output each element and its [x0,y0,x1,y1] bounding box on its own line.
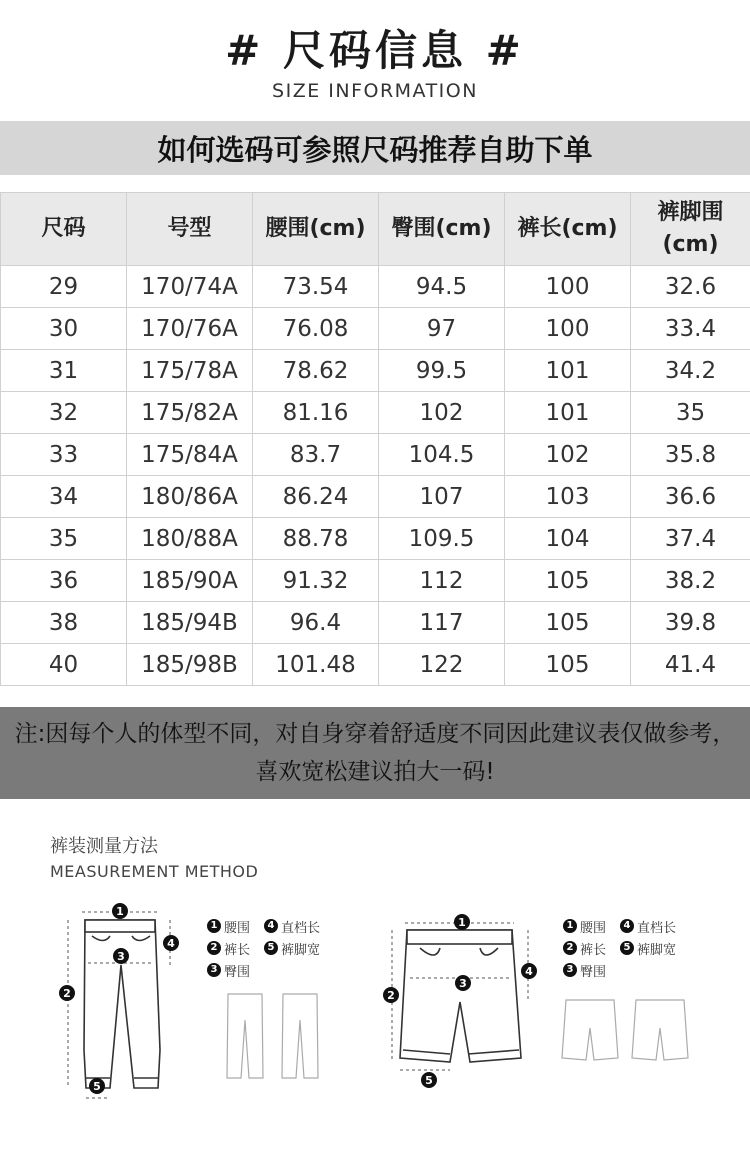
legend-num: 5 [264,941,278,955]
note-banner [0,707,750,799]
table-cell: 29 [1,266,127,308]
column-header: 裤脚围(cm) [631,193,750,266]
legend-label: 裤长 [580,942,607,958]
table-cell: 37.4 [631,518,750,560]
legend-label: 臀围 [224,964,251,980]
note-text: 注:因每个人的体型不同，对自身穿着舒适度不同因此建议表仅做参考，喜欢宽松建议拍大一码! [14,721,736,785]
marker-2-label: 2 [387,989,395,1002]
table-cell: 99.5 [379,350,505,392]
table-row [1,350,750,392]
table-cell: 94.5 [379,266,505,308]
table-cell: 32.6 [631,266,750,308]
table-cell: 185/94B [127,602,253,644]
table-cell: 97 [379,308,505,350]
long-pants-illustration [84,920,160,1088]
legend-num: 3 [207,963,221,977]
column-header: 臀围(cm) [379,193,505,266]
table-cell: 117 [379,602,505,644]
table-cell: 81.16 [253,392,379,434]
table-cell: 33 [1,434,127,476]
table-cell: 40 [1,644,127,686]
table-cell: 101 [505,350,631,392]
table-cell: 32 [1,392,127,434]
table-cell: 109.5 [379,518,505,560]
marker-1-label: 1 [458,916,466,929]
marker-2-label: 2 [63,987,71,1000]
marker-5-label: 5 [93,1080,101,1093]
long-pants-thumbnails [227,994,318,1078]
table-cell: 104 [505,518,631,560]
marker-3-label: 3 [117,950,125,963]
table-row [1,266,750,308]
table-cell: 175/84A [127,434,253,476]
table-cell: 34 [1,476,127,518]
shorts-thumbnails [562,1000,688,1060]
table-row [1,392,750,434]
legend-label: 直档长 [281,920,321,936]
table-cell: 185/90A [127,560,253,602]
table-cell: 112 [379,560,505,602]
table-cell: 122 [379,644,505,686]
table-cell: 35 [1,518,127,560]
legend-num: 4 [620,919,634,933]
legend-num: 1 [563,919,577,933]
legend-num: 5 [620,941,634,955]
legend-num: 2 [207,941,221,955]
legend-num: 3 [563,963,577,977]
table-cell: 78.62 [253,350,379,392]
pants-legend [207,915,320,981]
legend-label: 腰围 [580,920,607,936]
size-table [0,192,750,686]
measurement-subtitle: MEASUREMENT METHOD [50,862,259,881]
legend-label: 腰围 [224,920,251,936]
table-cell: 105 [505,560,631,602]
table-cell: 88.78 [253,518,379,560]
table-cell: 73.54 [253,266,379,308]
table-row [1,602,750,644]
legend-label: 臀围 [580,964,607,980]
table-cell: 83.7 [253,434,379,476]
marker-3-label: 3 [459,977,467,990]
column-header: 裤长(cm) [505,193,631,266]
legend-num: 4 [264,919,278,933]
measurement-title: 裤装测量方法 [50,836,158,857]
table-cell: 41.4 [631,644,750,686]
legend-label: 裤脚宽 [637,942,677,958]
legend-label: 直档长 [637,920,677,936]
legend-num: 2 [563,941,577,955]
shorts-illustration [400,930,521,1062]
column-header: 尺码 [1,193,127,266]
page-title: # 尺码信息 # [225,26,525,75]
size-guide-banner: 如何选码可参照尺码推荐自助下单 [0,121,750,175]
shorts-legend [563,915,676,981]
table-cell: 180/86A [127,476,253,518]
table-cell: 91.32 [253,560,379,602]
table-cell: 104.5 [379,434,505,476]
table-cell: 36.6 [631,476,750,518]
table-cell: 35.8 [631,434,750,476]
table-cell: 36 [1,560,127,602]
table-cell: 38 [1,602,127,644]
table-row [1,560,750,602]
table-cell: 175/82A [127,392,253,434]
table-cell: 101.48 [253,644,379,686]
legend-label: 裤脚宽 [281,942,321,958]
legend-num: 1 [207,919,221,933]
table-cell: 102 [379,392,505,434]
table-cell: 96.4 [253,602,379,644]
table-row [1,644,750,686]
table-cell: 185/98B [127,644,253,686]
table-cell: 39.8 [631,602,750,644]
table-row [1,308,750,350]
table-header-row [1,193,750,266]
marker-4-label: 4 [525,965,533,978]
table-cell: 31 [1,350,127,392]
table-cell: 175/78A [127,350,253,392]
marker-5-label: 5 [425,1074,433,1087]
table-cell: 105 [505,602,631,644]
table-cell: 34.2 [631,350,750,392]
table-cell: 30 [1,308,127,350]
marker-1-label: 1 [116,905,124,918]
table-cell: 103 [505,476,631,518]
legend-label: 裤长 [224,942,251,958]
table-cell: 76.08 [253,308,379,350]
table-row [1,518,750,560]
table-row [1,434,750,476]
table-cell: 35 [631,392,750,434]
column-header: 号型 [127,193,253,266]
table-cell: 100 [505,266,631,308]
table-row [1,476,750,518]
table-cell: 107 [379,476,505,518]
marker-4-label: 4 [167,937,175,950]
table-cell: 101 [505,392,631,434]
column-header: 腰围(cm) [253,193,379,266]
table-cell: 170/74A [127,266,253,308]
table-cell: 180/88A [127,518,253,560]
table-cell: 102 [505,434,631,476]
page-subtitle: SIZE INFORMATION [272,80,478,102]
table-cell: 100 [505,308,631,350]
table-cell: 38.2 [631,560,750,602]
table-cell: 86.24 [253,476,379,518]
table-cell: 170/76A [127,308,253,350]
table-cell: 33.4 [631,308,750,350]
table-cell: 105 [505,644,631,686]
